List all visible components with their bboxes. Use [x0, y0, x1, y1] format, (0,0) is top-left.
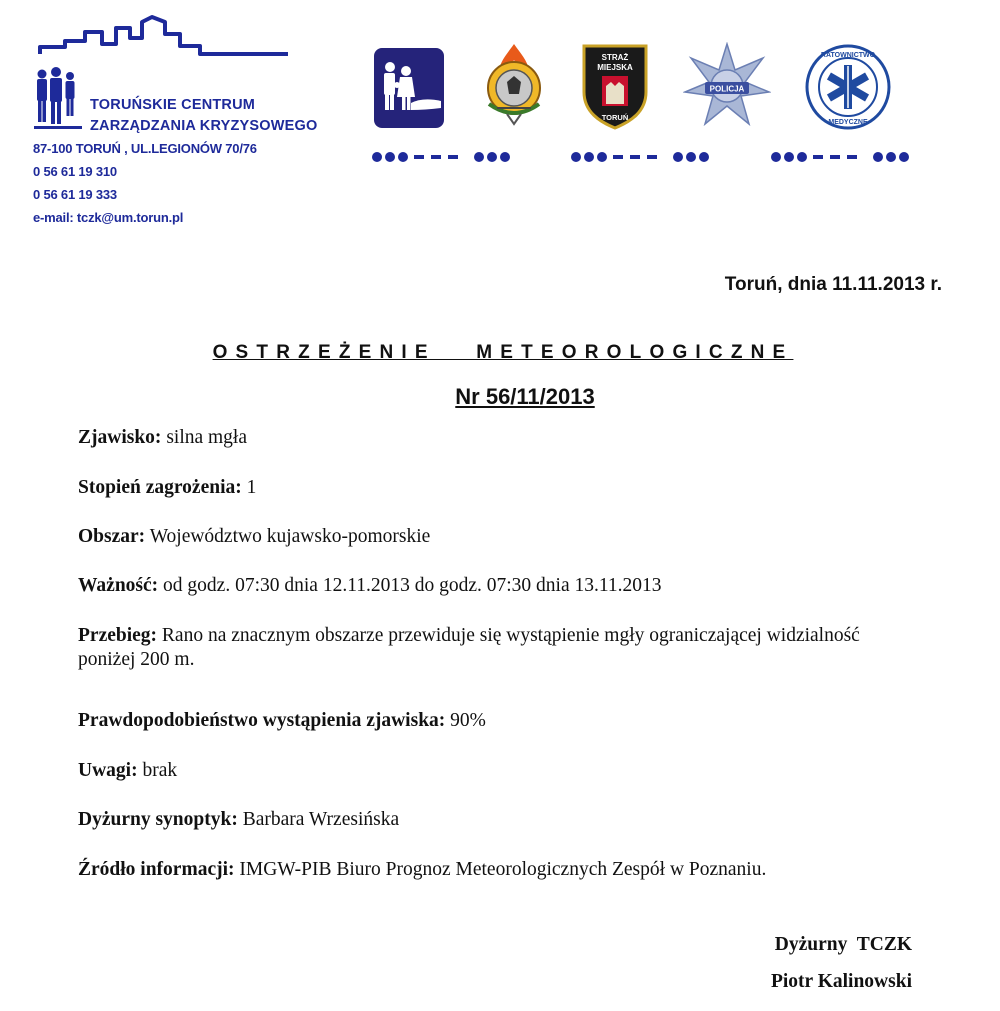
org-address: 87-100 TORUŃ , UL.LEGIONÓW 70/76 — [33, 141, 257, 156]
field-value: 90% — [450, 710, 486, 731]
document-number-text: Nr 56/11/2013 — [455, 384, 595, 409]
field-label: Zjawisko: — [78, 427, 162, 448]
field-remarks — [78, 759, 908, 783]
field-probability — [78, 709, 908, 733]
field-label: Prawdopodobieństwo wystąpienia zjawiska: — [78, 710, 446, 731]
document-date: Toruń, dnia 11.11.2013 r. — [724, 274, 942, 295]
org-phone-1: 0 56 61 19 310 — [33, 164, 117, 179]
field-course — [78, 624, 898, 672]
field-value: silna mgła — [166, 427, 248, 448]
field-value: Województwo kujawsko-pomorskie — [149, 526, 431, 547]
document-title-text: OSTRZEŻENIE METEOROLOGICZNE — [212, 342, 794, 363]
separator-dots-3 — [770, 150, 920, 164]
field-value: 1 — [246, 477, 257, 498]
field-validity — [78, 574, 908, 598]
field-value: Barbara Wrzesińska — [242, 809, 400, 830]
field-threat-level — [78, 476, 908, 500]
social-assistance-icon — [373, 44, 445, 132]
field-value: Rano na znacznym obszarze przewiduje się wystąpienie mgły ograniczającej widzialność poniżej 200 m. — [78, 625, 860, 670]
org-name-line2: ZARZĄDZANIA KRYZYSOWEGO — [90, 118, 318, 134]
field-value: brak — [142, 760, 178, 781]
org-name-line1: TORUŃSKIE CENTRUM — [90, 97, 256, 113]
medical-rescue-icon — [805, 44, 891, 130]
svg-text:POLICJA: POLICJA — [709, 84, 745, 94]
fire-service-emblem-icon — [477, 42, 551, 130]
separator-dots-1 — [371, 150, 521, 164]
field-value: od godz. 07:30 dnia 12.11.2013 do godz. 07:30 dnia 13.11.2013 — [163, 575, 662, 596]
field-label: Źródło informacji: — [78, 859, 235, 880]
police-star-icon — [683, 42, 771, 130]
separator-dots-2 — [570, 150, 720, 164]
svg-text:TORUŃ: TORUŃ — [601, 113, 629, 122]
tczk-logo — [30, 14, 300, 134]
field-label: Przebieg: — [78, 625, 158, 646]
org-phone-2: 0 56 61 19 333 — [33, 187, 117, 202]
org-email: e-mail: tczk@um.torun.pl — [33, 210, 184, 225]
field-label: Dyżurny synoptyk: — [78, 809, 238, 830]
municipal-guard-badge-icon — [580, 42, 650, 130]
field-label: Obszar: — [78, 526, 146, 547]
svg-text:MEDYCZNE: MEDYCZNE — [828, 119, 868, 126]
document-number — [0, 384, 1000, 410]
field-label: Uwagi: — [78, 760, 138, 781]
field-value: IMGW-PIB Biuro Prognoz Meteorologicznych Zespół w Poznaniu. — [239, 859, 767, 880]
svg-text:MIEJSKA: MIEJSKA — [597, 63, 633, 72]
svg-text:STRAŻ: STRAŻ — [601, 53, 629, 62]
field-source — [78, 858, 908, 882]
field-forecaster — [78, 808, 908, 832]
signature-role: Dyżurny TCZK — [774, 934, 912, 955]
svg-text:RATOWNICTWO: RATOWNICTWO — [820, 52, 876, 59]
field-area — [78, 525, 908, 549]
field-label: Ważność: — [78, 575, 159, 596]
field-label: Stopień zagrożenia: — [78, 477, 242, 498]
field-phenomenon — [78, 426, 908, 450]
signature-name: Piotr Kalinowski — [770, 971, 912, 992]
document-title — [0, 342, 1000, 364]
